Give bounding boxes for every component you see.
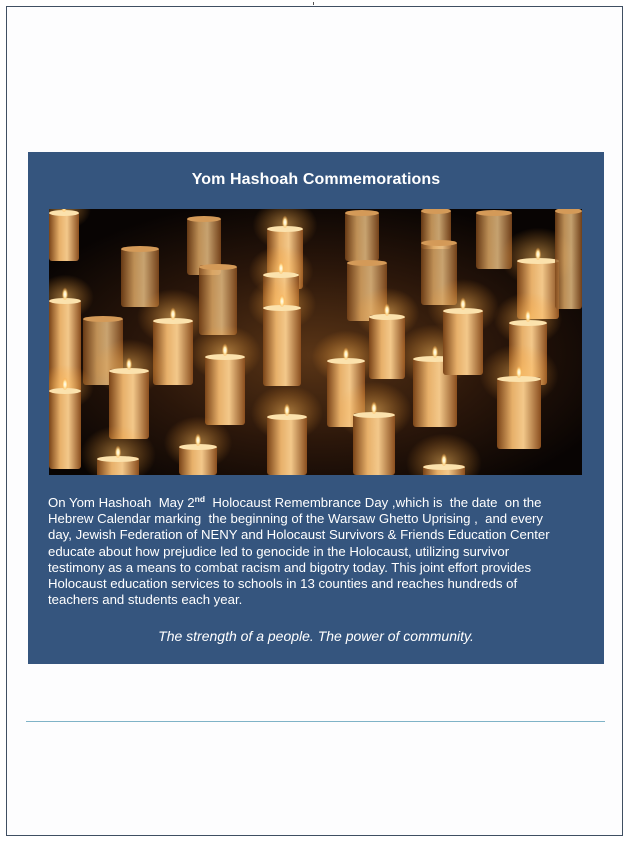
body-line	[48, 495, 593, 511]
body-paragraph	[48, 495, 593, 608]
divider-line	[26, 721, 605, 722]
body-line: testimony as a means to combat racism and bigotry today. This joint effort provides	[48, 559, 532, 575]
candle	[199, 264, 237, 335]
body-line: teachers and students each year.	[48, 592, 243, 608]
body-line: educate about how prejudice led to genocide in the Holocaust, utilizing survivor	[48, 543, 510, 559]
candles-photo	[49, 209, 582, 475]
body-line: Holocaust education services to schools in 13 counties and reaches hundreds of	[48, 576, 518, 592]
body-line: day, Jewish Federation of NENY and Holocaust Survivors & Friends Education Center	[48, 527, 550, 543]
body-line-text: Holocaust Remembrance Day ,which is the date on the	[205, 495, 542, 510]
commemoration-panel	[28, 152, 604, 664]
body-line-text: On Yom Hashoah May 2	[48, 495, 195, 510]
tagline: The strength of a people. The power of community.	[158, 628, 474, 644]
body-line: Hebrew Calendar marking the beginning of the Warsaw Ghetto Uprising , and every	[48, 511, 544, 527]
ordinal-suffix: nd	[194, 494, 206, 504]
panel-title: Yom Hashoah Commemorations	[191, 171, 441, 188]
candle	[345, 210, 379, 261]
candle	[555, 209, 582, 309]
page-top-mark	[313, 2, 314, 5]
